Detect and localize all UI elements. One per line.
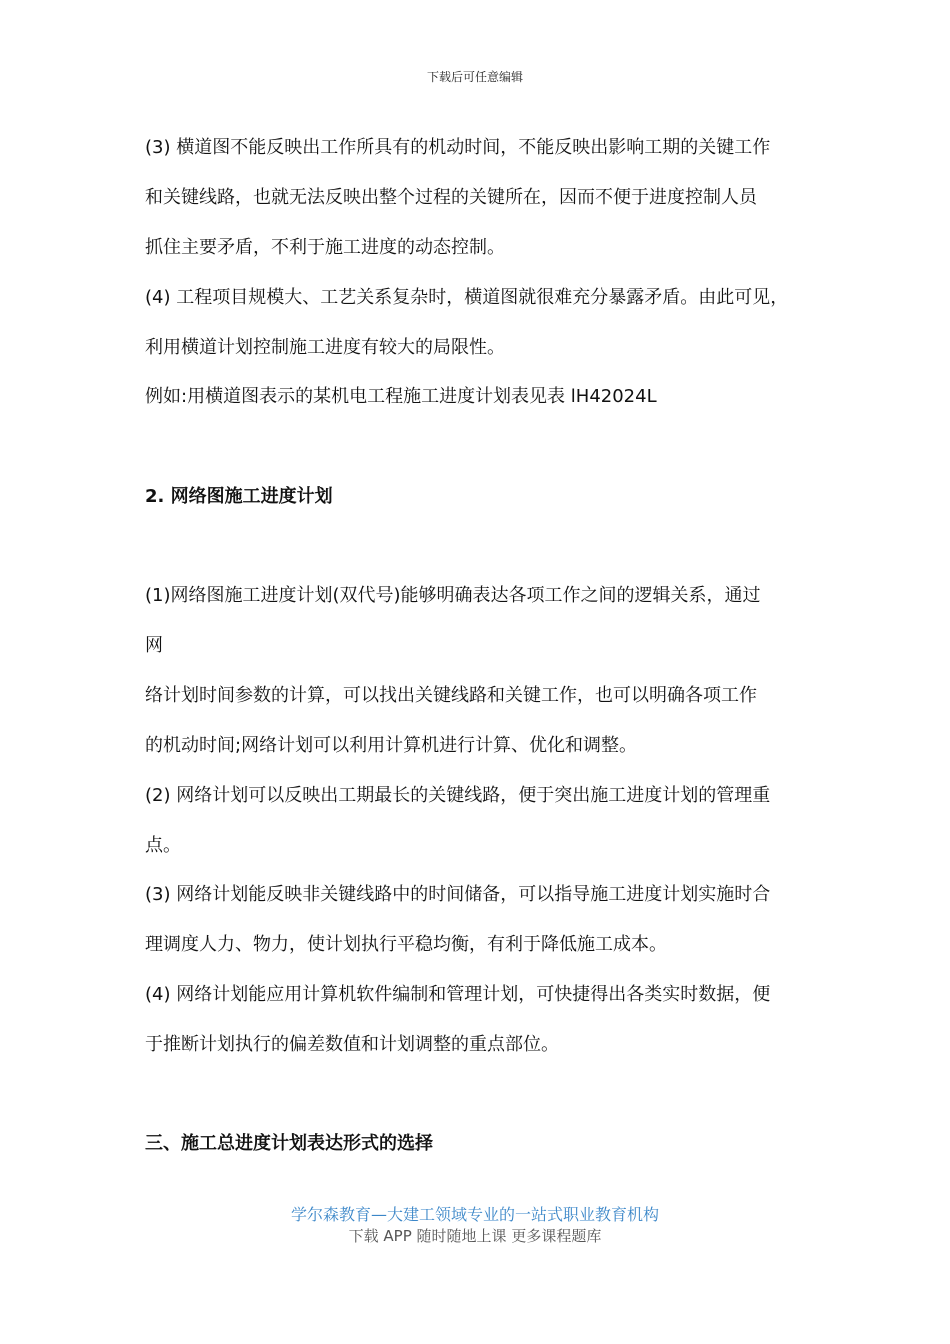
footer-sub: 下载 APP 随时随地上课 更多课程题库: [348, 1227, 602, 1245]
paragraph-line: 点。: [145, 835, 181, 856]
paragraph-line: 利用横道计划控制施工进度有较大的局限性。: [145, 337, 505, 358]
paragraph-line: (4) 网络计划能应用计算机软件编制和管理计划，可快捷得出各类实时数据，便: [145, 984, 771, 1005]
paragraph-line: 抓住主要矛盾，不利于施工进度的动态控制。: [145, 237, 505, 258]
paragraph-line: (2) 网络计划可以反映出工期最长的关键线路，便于突出施工进度计划的管理重: [145, 785, 771, 806]
paragraph-line: 理调度人力、物力，使计划执行平稳均衡，有利于降低施工成本。: [145, 934, 667, 955]
paragraph-line: (3) 网络计划能反映非关键线路中的时间储备，可以指导施工进度计划实施时合: [145, 884, 771, 905]
paragraph-line: 的机动时间;网络计划可以利用计算机进行计算、优化和调整。: [145, 735, 638, 756]
paragraph-line: (4) 工程项目规模大、工艺关系复杂时，横道图就很难充分暴露矛盾。由此可见，: [145, 287, 789, 308]
paragraph-line: (3) 横道图不能反映出工作所具有的机动时间，不能反映出影响工期的关键工作: [145, 137, 771, 158]
paragraph-line: 络计划时间参数的计算，可以找出关键线路和关键工作，也可以明确各项工作: [145, 685, 757, 706]
paragraph-line: 和关键线路，也就无法反映出整个过程的关键所在，因而不便于进度控制人员: [145, 187, 757, 208]
section-heading: 三、施工总进度计划表达形式的选择: [145, 1133, 433, 1154]
header-note: 下载后可任意编辑: [426, 70, 523, 84]
section-heading: 2. 网络图施工进度计划: [145, 486, 333, 507]
footer-brand: 学尔森教育—大建工领域专业的一站式职业教育机构: [290, 1205, 659, 1224]
paragraph-line: 例如:用横道图表示的某机电工程施工进度计划表见表 lH42024L: [145, 386, 657, 407]
paragraph-line: 于推断计划执行的偏差数值和计划调整的重点部位。: [145, 1034, 559, 1055]
paragraph-line: 网: [145, 635, 163, 656]
paragraph-line: (1)网络图施工进度计划(双代号)能够明确表达各项工作之间的逻辑关系，通过: [145, 585, 761, 606]
